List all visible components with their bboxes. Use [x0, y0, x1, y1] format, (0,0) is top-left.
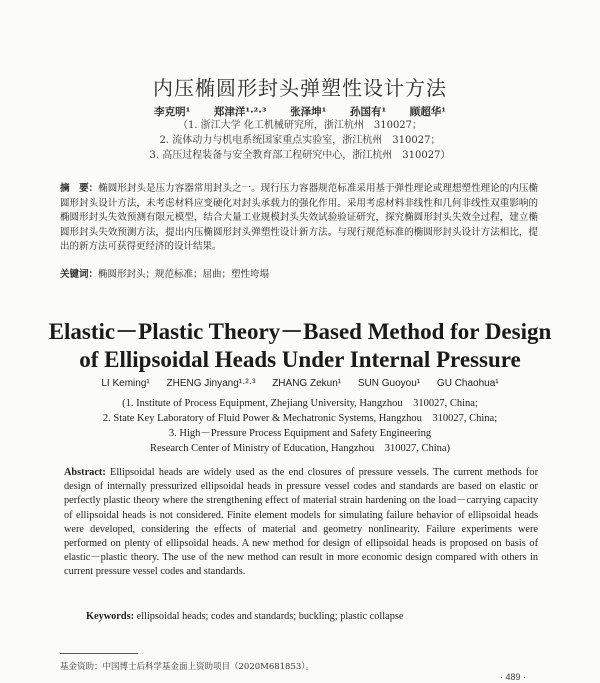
english-author: ZHENG Jinyang¹·²·³ — [166, 378, 256, 389]
chinese-author: 顾超华¹ — [409, 106, 446, 118]
english-affiliation: 3. High－Pressure Process Equipment and Safety Engineering — [168, 428, 432, 439]
english-title-line: Elastic－Plastic Theory－Based Method for Design — [48, 319, 552, 344]
chinese-keywords-text: 椭圆形封头；规范标准；屈曲；塑性垮塌 — [98, 269, 270, 280]
english-title — [0, 318, 600, 374]
footnote-divider — [60, 653, 138, 654]
english-abstract — [64, 466, 538, 580]
english-author: LI Keming¹ — [101, 378, 150, 389]
chinese-author: 孙国有¹ — [349, 106, 387, 118]
english-abstract-label: Abstract: — [64, 467, 106, 478]
chinese-author: 李克明¹ — [154, 106, 191, 118]
english-affiliation: Research Center of Ministry of Education, Hangzhou 310027, China) — [149, 443, 451, 454]
english-title-line: of Ellipsoidal Heads Under Internal Pressure — [79, 347, 521, 372]
funding-note: 基金资助：中国博士后科学基金面上资助项目（2020M681853）。 — [60, 662, 315, 672]
english-author: ZHANG Zekun¹ — [272, 378, 342, 389]
english-keywords — [86, 611, 546, 622]
english-affiliation: (1. Institute of Process Equipment, Zhejiang University, Hangzhou 310027, China; — [122, 398, 478, 409]
chinese-title: 内压椭圆形封头弹塑性设计方法 — [153, 76, 447, 100]
chinese-affiliation: 2. 流体动力与机电系统国家重点实验室，浙江杭州 310027； — [159, 135, 441, 146]
english-author: GU Chaohua¹ — [436, 378, 499, 389]
chinese-affiliation: （1. 浙江大学 化工机械研究所，浙江杭州 310027； — [177, 120, 423, 131]
english-keywords-text: ellipsoidal heads; codes and standards; buckling; plastic collapse — [136, 611, 404, 622]
english-affiliation: 2. State Key Laboratory of Fluid Power & Mechatronic Systems, Hangzhou 310027, China; — [102, 413, 498, 424]
chinese-affiliation: 3. 高压过程装备与安全教育部工程研究中心，浙江杭州 310027） — [149, 150, 451, 161]
chinese-keywords — [60, 266, 538, 280]
english-authors — [0, 378, 600, 389]
chinese-author: 张泽坤¹ — [290, 106, 327, 118]
english-author: SUN Guoyou¹ — [357, 378, 421, 389]
english-abstract-text: Ellipsoidal heads are widely used as the end closures of pressure vessels. The current methods for design of internally pressurized ellipsoidal heads in pressure vessel codes and standards are based on elastic or perfectly plastic theory where the strengthening effect of material strain hardening on the load－carrying capacity of ellipsoidal heads is not considered. Finite element models for simulating failure behavior of ellipsoidal heads were developed, considering the effects of material and geometry nonlinearity. Failure experiments were performed on plenty of ellipsoidal heads. A new method for design of ellipsoidal heads is proposed on basis of elastic－plastic theory. The use of the new method can result in more economic design compared with others in current pressure vessel codes and standards. — [64, 467, 538, 578]
chinese-abstract-label: 摘 要： — [60, 183, 99, 194]
chinese-author: 郑津洋¹·²·³ — [213, 106, 267, 118]
chinese-abstract — [60, 182, 538, 255]
chinese-abstract-text: 椭圆形封头是压力容器常用封头之一。现行压力容器规范标准采用基于弹性理论或理想塑性理论的内压椭圆形封头设计方法，未考虑材料应变硬化对封头承载力的强化作用。采用考虑材料非线性和几何非线性双重影响的椭圆形封头失效预测有限元模型，结合大量工业规模封头失效试验验证研究，探究椭圆形封头失效全过程，建立椭圆形封头失效预测方法，提出内压椭圆形封头弹塑性设计新方法。与现行规范标准的椭圆形封头设计方法相比，提出的新方法可获得更经济的设计结果。 — [60, 183, 538, 252]
chinese-keywords-label: 关键词： — [60, 269, 99, 280]
english-keywords-label: Keywords: — [86, 611, 135, 622]
chinese-authors — [0, 104, 600, 119]
page-number: · 489 · — [500, 672, 527, 682]
